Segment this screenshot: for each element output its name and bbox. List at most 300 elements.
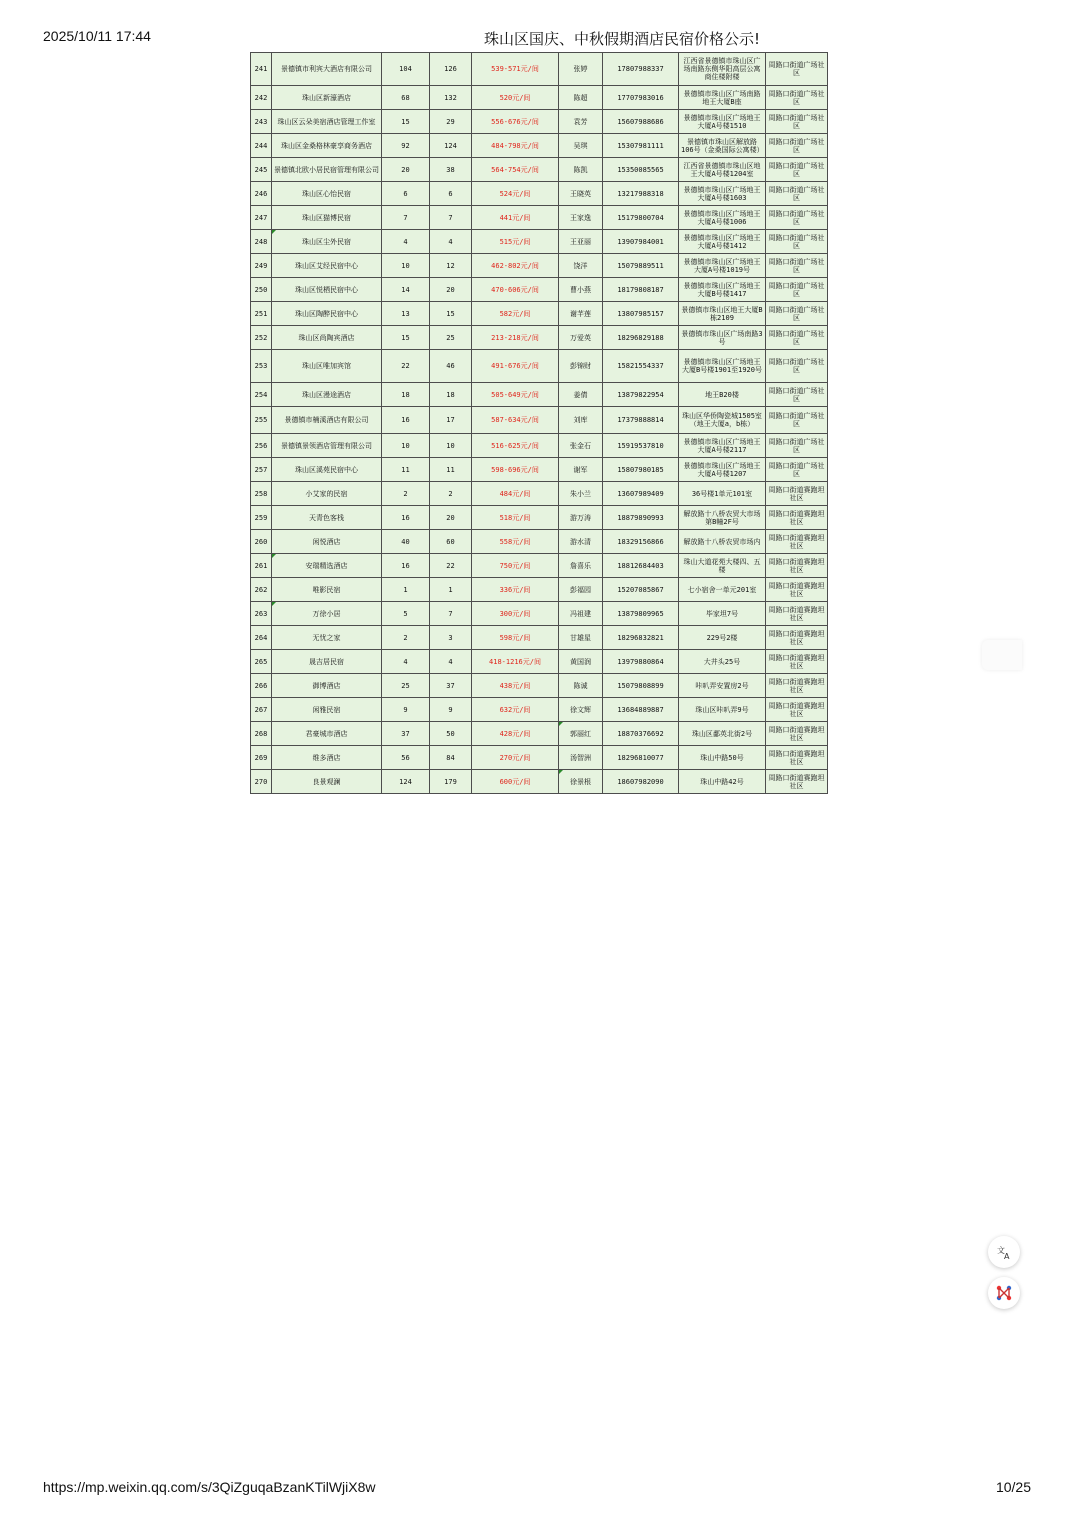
address: 景德镇市珠山区广场地王大厦A号楼1510: [679, 110, 766, 134]
row-number: 253: [251, 350, 272, 383]
table-row: [251, 458, 828, 482]
contact-person: 彭福园: [559, 578, 603, 602]
community: 周路口街道赛跑坦社区: [766, 674, 828, 698]
contact-person: 游万涛: [559, 506, 603, 530]
contact-person: 饶洋: [559, 254, 603, 278]
property-name: 唯影民宿: [272, 578, 382, 602]
row-number: 257: [251, 458, 272, 482]
contact-person: 张金石: [559, 434, 603, 458]
room-count: 16: [382, 554, 430, 578]
address: 景德镇市珠山区广场地王大厦A号楼1412: [679, 230, 766, 254]
room-count: 16: [382, 407, 430, 434]
table-row: [251, 602, 828, 626]
bed-count: 46: [430, 350, 472, 383]
address: 景德镇市珠山区广场地王大厦A号楼1207: [679, 458, 766, 482]
price: 441元/间: [472, 206, 559, 230]
property-name: 珠山区尚陶宾酒店: [272, 326, 382, 350]
contact-person: 姜倩: [559, 383, 603, 407]
page-url: https://mp.weixin.qq.com/s/3QiZguqaBzanKTilWjiX8w: [43, 1479, 376, 1495]
price: 598-696元/间: [472, 458, 559, 482]
row-number: 266: [251, 674, 272, 698]
price: 516-625元/间: [472, 434, 559, 458]
bed-count: 18: [430, 383, 472, 407]
table-row: [251, 650, 828, 674]
property-name: 无忧之家: [272, 626, 382, 650]
address: 景德镇市珠山区广场南路地王大厦B座: [679, 86, 766, 110]
property-name: 万徐小居: [272, 602, 382, 626]
price: 270元/间: [472, 746, 559, 770]
phone-number: 15807980185: [603, 458, 679, 482]
table-row: [251, 53, 828, 86]
room-count: 9: [382, 698, 430, 722]
room-count: 56: [382, 746, 430, 770]
community: 周路口街道赛跑坦社区: [766, 554, 828, 578]
address: 景德镇市珠山区广场地王大厦A号楼2117: [679, 434, 766, 458]
price: 484-798元/间: [472, 134, 559, 158]
community: 周路口街道广场社区: [766, 302, 828, 326]
table-row: [251, 302, 828, 326]
contact-person: 汤智洲: [559, 746, 603, 770]
row-number: 255: [251, 407, 272, 434]
row-number: 259: [251, 506, 272, 530]
property-name: 珠山区唯加宾馆: [272, 350, 382, 383]
room-count: 14: [382, 278, 430, 302]
phone-number: 15179800704: [603, 206, 679, 230]
row-number: 258: [251, 482, 272, 506]
phone-number: 15607988686: [603, 110, 679, 134]
table-row: [251, 506, 828, 530]
table-row: [251, 350, 828, 383]
table-row: [251, 407, 828, 434]
address: 景德镇市珠山区广场地王大厦A号楼1019号: [679, 254, 766, 278]
page-title: 珠山区国庆、中秋假期酒店民宿价格公示!: [484, 30, 761, 48]
property-name: 闲雅民宿: [272, 698, 382, 722]
bed-count: 37: [430, 674, 472, 698]
address: 景德镇市珠山区广场地王大厦A号楼1603: [679, 182, 766, 206]
row-number: 260: [251, 530, 272, 554]
row-number: 241: [251, 53, 272, 86]
phone-number: 17807988337: [603, 53, 679, 86]
table-row: [251, 578, 828, 602]
community: 周路口街道赛跑坦社区: [766, 530, 828, 554]
room-count: 2: [382, 626, 430, 650]
community: 周路口街道广场社区: [766, 158, 828, 182]
address: 咔叭弄安置房2号: [679, 674, 766, 698]
price: 470-606元/间: [472, 278, 559, 302]
bed-count: 132: [430, 86, 472, 110]
community: 周路口街道广场社区: [766, 53, 828, 86]
bed-count: 84: [430, 746, 472, 770]
community: 周路口街道广场社区: [766, 182, 828, 206]
community: 周路口街道广场社区: [766, 110, 828, 134]
table-row: [251, 626, 828, 650]
room-count: 1: [382, 578, 430, 602]
room-count: 37: [382, 722, 430, 746]
community: 周路口街道赛跑坦社区: [766, 602, 828, 626]
price: 520元/间: [472, 86, 559, 110]
community: 周路口街道广场社区: [766, 407, 828, 434]
phone-number: 15350085565: [603, 158, 679, 182]
room-count: 6: [382, 182, 430, 206]
address: 珠山区咔叭弄9号: [679, 698, 766, 722]
community: 周路口街道广场社区: [766, 326, 828, 350]
contact-person: 万爱英: [559, 326, 603, 350]
address: 解放路十八桥农贸市场内: [679, 530, 766, 554]
price: 336元/间: [472, 578, 559, 602]
price: 213-218元/间: [472, 326, 559, 350]
room-count: 22: [382, 350, 430, 383]
phone-number: 13684889887: [603, 698, 679, 722]
room-count: 2: [382, 482, 430, 506]
table-row: [251, 530, 828, 554]
price: 300元/间: [472, 602, 559, 626]
table-row: [251, 698, 828, 722]
bed-count: 4: [430, 650, 472, 674]
price: 582元/间: [472, 302, 559, 326]
room-count: 15: [382, 110, 430, 134]
community: 周路口街道赛跑坦社区: [766, 770, 828, 794]
contact-person: 袁芳: [559, 110, 603, 134]
contact-person: 詹喜乐: [559, 554, 603, 578]
row-number: 263: [251, 602, 272, 626]
table-row: [251, 254, 828, 278]
phone-number: 13879822954: [603, 383, 679, 407]
row-number: 262: [251, 578, 272, 602]
row-number: 250: [251, 278, 272, 302]
contact-person: 徐文辉: [559, 698, 603, 722]
price: 556-676元/间: [472, 110, 559, 134]
bed-count: 126: [430, 53, 472, 86]
bed-count: 1: [430, 578, 472, 602]
table-row: [251, 182, 828, 206]
property-name: 小艾家的民宿: [272, 482, 382, 506]
row-number: 243: [251, 110, 272, 134]
table-row: [251, 326, 828, 350]
room-count: 4: [382, 230, 430, 254]
row-number: 251: [251, 302, 272, 326]
room-count: 20: [382, 158, 430, 182]
community: 周路口街道赛跑坦社区: [766, 578, 828, 602]
phone-number: 15307981111: [603, 134, 679, 158]
property-name: 闲悦酒店: [272, 530, 382, 554]
community: 周路口街道广场社区: [766, 278, 828, 302]
table-row: [251, 278, 828, 302]
table-row: [251, 158, 828, 182]
bed-count: 38: [430, 158, 472, 182]
bed-count: 179: [430, 770, 472, 794]
property-name: 维多酒店: [272, 746, 382, 770]
address: 七小宿舍一单元201室: [679, 578, 766, 602]
address: 解放路十八桥农贸大市场第B幢2F号: [679, 506, 766, 530]
property-name: 珠山区陶醉民宿中心: [272, 302, 382, 326]
community: 周路口街道广场社区: [766, 134, 828, 158]
property-name: 珠山区新濠酒店: [272, 86, 382, 110]
property-name: 晟吉居民宿: [272, 650, 382, 674]
bed-count: 15: [430, 302, 472, 326]
price: 518元/间: [472, 506, 559, 530]
row-number: 256: [251, 434, 272, 458]
phone-number: 17707983016: [603, 86, 679, 110]
price: 491-676元/间: [472, 350, 559, 383]
row-number: 268: [251, 722, 272, 746]
contact-person: 王亚丽: [559, 230, 603, 254]
table-row: [251, 674, 828, 698]
community: 周路口街道广场社区: [766, 86, 828, 110]
contact-person: 谢军: [559, 458, 603, 482]
community: 周路口街道广场社区: [766, 350, 828, 383]
community: 周路口街道赛跑坦社区: [766, 626, 828, 650]
page-number: 10/25: [995, 1479, 1031, 1495]
contact-person: 曹小燕: [559, 278, 603, 302]
room-count: 5: [382, 602, 430, 626]
property-name: 珠山区溪苑民宿中心: [272, 458, 382, 482]
room-count: 11: [382, 458, 430, 482]
row-number: 242: [251, 86, 272, 110]
row-number: 252: [251, 326, 272, 350]
table-row: [251, 554, 828, 578]
phone-number: 13807985157: [603, 302, 679, 326]
room-count: 16: [382, 506, 430, 530]
bed-count: 29: [430, 110, 472, 134]
address: 景德镇市珠山区广场地王大厦B号楼1417: [679, 278, 766, 302]
address: 珠山区华侨陶瓷城1505室（地王大厦a，b栋）: [679, 407, 766, 434]
table-row: [251, 722, 828, 746]
community: 周路口街道赛跑坦社区: [766, 746, 828, 770]
bed-count: 7: [430, 206, 472, 230]
row-number: 248: [251, 230, 272, 254]
bed-count: 4: [430, 230, 472, 254]
row-number: 264: [251, 626, 272, 650]
phone-number: 18329156866: [603, 530, 679, 554]
address: 大井头25号: [679, 650, 766, 674]
phone-number: 13907984001: [603, 230, 679, 254]
bed-count: 50: [430, 722, 472, 746]
contact-person: 王家逸: [559, 206, 603, 230]
phone-number: 18296810077: [603, 746, 679, 770]
address: 景德镇市珠山区解放路106号（金桑国际公寓楼）: [679, 134, 766, 158]
price: 587-634元/间: [472, 407, 559, 434]
price: 418-1216元/间: [472, 650, 559, 674]
price: 558元/间: [472, 530, 559, 554]
room-count: 15: [382, 326, 430, 350]
table-row: [251, 434, 828, 458]
address: 景德镇市珠山区地王大厦B栋2109: [679, 302, 766, 326]
row-number: 270: [251, 770, 272, 794]
price: 428元/间: [472, 722, 559, 746]
svg-text:文: 文: [997, 1246, 1005, 1255]
address: 地王B20楼: [679, 383, 766, 407]
room-count: 13: [382, 302, 430, 326]
community: 周路口街道广场社区: [766, 254, 828, 278]
address: 珠山大道花苑大楼四、五楼: [679, 554, 766, 578]
price: 438元/间: [472, 674, 559, 698]
address: 珠山中路42号: [679, 770, 766, 794]
row-number: 254: [251, 383, 272, 407]
row-number: 247: [251, 206, 272, 230]
price: 484元/间: [472, 482, 559, 506]
property-name: 景德镇市利宾大酒店有限公司: [272, 53, 382, 86]
table-row: [251, 482, 828, 506]
community: 周路口街道赛跑坦社区: [766, 698, 828, 722]
contact-person: 徐景根: [559, 770, 603, 794]
table-row: [251, 206, 828, 230]
community: 周路口街道赛跑坦社区: [766, 650, 828, 674]
price: 632元/间: [472, 698, 559, 722]
room-count: 4: [382, 650, 430, 674]
svg-text:A: A: [1004, 1252, 1010, 1260]
contact-person: 甘雄星: [559, 626, 603, 650]
price: 505-649元/间: [472, 383, 559, 407]
property-name: 景德镇北欧小居民宿管理有限公司: [272, 158, 382, 182]
contact-person: 陈诚: [559, 674, 603, 698]
bed-count: 10: [430, 434, 472, 458]
contact-person: 彭锦财: [559, 350, 603, 383]
address: 毕家坦7号: [679, 602, 766, 626]
property-name: 景德镇景领酒店管理有限公司: [272, 434, 382, 458]
hotel-price-table: [250, 52, 828, 794]
contact-person: 朱小兰: [559, 482, 603, 506]
phone-number: 15079808899: [603, 674, 679, 698]
contact-person: 张婷: [559, 53, 603, 86]
community: 周路口街道广场社区: [766, 206, 828, 230]
bed-count: 60: [430, 530, 472, 554]
phone-number: 18296832821: [603, 626, 679, 650]
bed-count: 17: [430, 407, 472, 434]
community: 周路口街道赛跑坦社区: [766, 506, 828, 530]
room-count: 25: [382, 674, 430, 698]
community: 周路口街道赛跑坦社区: [766, 482, 828, 506]
phone-number: 18179808187: [603, 278, 679, 302]
table-row: [251, 110, 828, 134]
room-count: 124: [382, 770, 430, 794]
phone-number: 13979880864: [603, 650, 679, 674]
address: 珠山区鄱英北街2号: [679, 722, 766, 746]
property-name: 珠山区悦栖民宿中心: [272, 278, 382, 302]
room-count: 18: [382, 383, 430, 407]
contact-person: 王晓英: [559, 182, 603, 206]
property-name: 珠山区艾经民宿中心: [272, 254, 382, 278]
address: 229号2楼: [679, 626, 766, 650]
property-name: 景德镇市楠溪酒店有限公司: [272, 407, 382, 434]
phone-number: 18296829188: [603, 326, 679, 350]
room-count: 10: [382, 434, 430, 458]
translate-icon[interactable]: [988, 1236, 1020, 1268]
room-count: 68: [382, 86, 430, 110]
price: 750元/间: [472, 554, 559, 578]
price: 524元/间: [472, 182, 559, 206]
bed-count: 9: [430, 698, 472, 722]
bed-count: 20: [430, 278, 472, 302]
contact-person: 陈超: [559, 86, 603, 110]
address: 景德镇市珠山区广场地王大厦B号楼1901至1920号: [679, 350, 766, 383]
price: 515元/间: [472, 230, 559, 254]
row-number: 261: [251, 554, 272, 578]
room-count: 40: [382, 530, 430, 554]
phone-number: 15821554337: [603, 350, 679, 383]
bed-count: 2: [430, 482, 472, 506]
bed-count: 124: [430, 134, 472, 158]
property-name: 珠山区尘外民宿: [272, 230, 382, 254]
community: 周路口街道广场社区: [766, 458, 828, 482]
property-name: 御博酒店: [272, 674, 382, 698]
contact-person: 谢芊莲: [559, 302, 603, 326]
phone-number: 18879890993: [603, 506, 679, 530]
bed-count: 22: [430, 554, 472, 578]
bed-count: 11: [430, 458, 472, 482]
property-name: 珠山区漫途酒店: [272, 383, 382, 407]
price: 564-754元/间: [472, 158, 559, 182]
contact-person: 冯祖建: [559, 602, 603, 626]
bed-count: 25: [430, 326, 472, 350]
property-name: 良景观澜: [272, 770, 382, 794]
property-name: 天青色客栈: [272, 506, 382, 530]
room-count: 7: [382, 206, 430, 230]
phone-number: 15919537810: [603, 434, 679, 458]
table-row: [251, 230, 828, 254]
side-panel-tab-icon[interactable]: [982, 640, 1022, 670]
contact-person: 吴琪: [559, 134, 603, 158]
property-name: 安瑞精选酒店: [272, 554, 382, 578]
property-name: 珠山区金桑格林豪享商务酒店: [272, 134, 382, 158]
address: 江西省景德镇市珠山区地王大厦A号楼1204室: [679, 158, 766, 182]
property-name: 君豪城市酒店: [272, 722, 382, 746]
row-number: 265: [251, 650, 272, 674]
table-row: [251, 86, 828, 110]
community: 周路口街道广场社区: [766, 434, 828, 458]
room-count: 92: [382, 134, 430, 158]
phone-number: 13879809965: [603, 602, 679, 626]
row-number: 245: [251, 158, 272, 182]
address: 景德镇市珠山区广场地王大厦A号楼1006: [679, 206, 766, 230]
row-number: 249: [251, 254, 272, 278]
phone-number: 13217988318: [603, 182, 679, 206]
address: 景德镇市珠山区广场南路3号: [679, 326, 766, 350]
room-count: 10: [382, 254, 430, 278]
contact-person: 黄国润: [559, 650, 603, 674]
phone-number: 17379888814: [603, 407, 679, 434]
table-row: [251, 383, 828, 407]
price: 598元/间: [472, 626, 559, 650]
price: 539-571元/间: [472, 53, 559, 86]
property-name: 珠山区心怡民宿: [272, 182, 382, 206]
contact-person: 陈凯: [559, 158, 603, 182]
address: 珠山中路50号: [679, 746, 766, 770]
address: 36号楼1单元101室: [679, 482, 766, 506]
room-count: 104: [382, 53, 430, 86]
phone-number: 18607982090: [603, 770, 679, 794]
contact-person: 游水清: [559, 530, 603, 554]
phone-number: 15207085867: [603, 578, 679, 602]
row-number: 244: [251, 134, 272, 158]
phone-number: 13607989409: [603, 482, 679, 506]
row-number: 267: [251, 698, 272, 722]
bed-count: 20: [430, 506, 472, 530]
row-number: 269: [251, 746, 272, 770]
table-row: [251, 770, 828, 794]
community: 周路口街道广场社区: [766, 383, 828, 407]
phone-number: 18812684403: [603, 554, 679, 578]
property-name: 珠山区猫博民宿: [272, 206, 382, 230]
ai-assistant-icon[interactable]: [988, 1277, 1020, 1309]
row-number: 246: [251, 182, 272, 206]
table-row: [251, 746, 828, 770]
property-name: 珠山区云朵美宿酒店管理工作室: [272, 110, 382, 134]
bed-count: 3: [430, 626, 472, 650]
table-row: [251, 134, 828, 158]
price: 600元/间: [472, 770, 559, 794]
phone-number: 15079889511: [603, 254, 679, 278]
contact-person: 郭丽红: [559, 722, 603, 746]
